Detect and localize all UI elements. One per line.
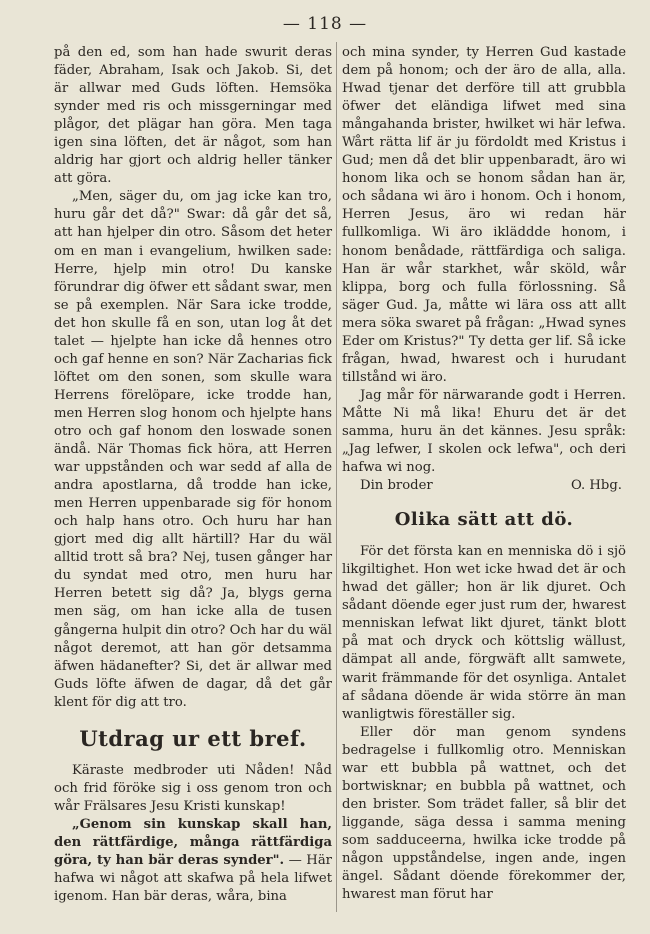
right-column	[342, 44, 626, 904]
paragraph: på den ed, som han hade swurit deras fäder, Abraham, Isak och Jakob. Si, det är allwar med Guds löften. Hemsöka synder med ris och missgerningar med plågor, det plägar han göra. Men taga igen sina löften, det är något, som han aldrig har gjort och aldrig heller tänker att göra.	[54, 45, 332, 187]
paragraph: Käraste medbroder uti Nåden! Nåd och frid föröke sig i oss genom tron och wår Frälsares Jesu Kristi kunskap!	[54, 762, 332, 814]
signature-greeting: Din broder	[360, 478, 433, 494]
paragraph: „Men, säger du, om jag icke kan tro, huru går det då?" Swar: då går det så, att han hjelper din otro. Såsom det heter om en man i evangelium, hwilken sade: Herre, hjelp min otro! Du kanske förundrar dig öfwer ett sådant swar, men se på exemplen. När Sara icke trodde, det hon skulle få en son, utan log åt det talet — hjelpte han icke då hennes otro och gaf henne en son? När Zacharias fick löftet om den sonen, som skulle wara Herrens förelöpare, icke trodde han, men Herren slog honom och hjelpte hans otro och gaf honom den loswade sonen ändå. När Thomas fick höra, att Herren war uppstånden och war sedd af alla de andra apostlarna, då trodde han icke, men Herren uppenbarade sig för honom och halp hans otro. Och huru har han gjort med dig allt härtill? Har du wäl alltid trott så bra? Nej, tusen gånger har du syndat med otro, men huru har Herren betett sig då? Ja, blygs gerna men säg, om han icke alla de tusen gångerna hulpit din otro? Och har du wäl något deremot, att han gör detsamma äfwen hädanefter? Si, det är allwar med Guds löfte äfwen de dagar, då det går klent för dig att tro.	[54, 189, 332, 710]
left-column	[54, 44, 332, 906]
paragraph-text: — Här hafwa wi något att skafwa på hela lifwet igenom. Han bär deras, wåra, bina	[54, 852, 332, 905]
signature-name: O. Hbg.	[571, 478, 622, 494]
paragraph: Eller dör man genom syndens bedragelse i fullkomlig otro. Menniskan war ett bubbla på wattnet, och det bortwisknar; en bubbla på wattnet, och den brister. Som trädet faller, så blir det liggande, säga dessa i samma mening som sadduceerna, hwilka icke trodde på någon uppståndelse, ingen ande, ingen ängel. Sådant döende förekommer der, hwarest man förut har	[342, 724, 626, 903]
paragraph: Jag mår för närwarande godt i Herren. Måtte Ni må lika! Ehuru det är det samma, huru än det kännes. Jesu språk: „Jag lefwer, I skolen ock lefwa", och deri hafwa wi nog.	[342, 387, 626, 476]
signature-line	[342, 477, 626, 495]
bold-quote: „Genom sin kunskap skall han, den rättfärdige, många rättfärdiga göra, ty han bär deras synder".	[54, 816, 332, 868]
column-divider	[336, 42, 337, 912]
paragraph: och mina synder, ty Herren Gud kastade dem på honom; och der äro de alla, alla. Hwad tjenar det derföre till att grubbla öfwer det eländiga lifwet med sina mångahanda brister, hwilket wi här lefwa. Wårt rätta lif är ju fördoldt med Kristus i Gud; men då det blir uppenbaradt, äro wi honom lika och se honom sådan han är, och sådana wi äro i honom. Och i honom, Herren Jesus, äro wi redan här fullkomliga. Wi äro ikläddde honom, i honom benådade, rättfärdiga och saliga. Han är wår starkhet, wår sköld, wår klippa, borg och fulla förlossning. Så säger Gud. Ja, måtte wi lära oss att allt mera söka swaret på frågan: „Hwad synes Eder om Kristus?" Ty detta ger lif. Så icke frågan, hwad, hwarest och i hurudant tillstånd wi äro.	[342, 45, 626, 385]
page-number: — 118 —	[282, 14, 368, 34]
paragraph	[54, 816, 332, 906]
paragraph: För det första kan en menniska dö i sjö likgiltighet. Hon wet icke hwad det är och hwad det gäller; hon är lik djuret. Och sådant döende eger just rum der, hwarest menniskan lefwat likt djuret, tänkt blott på mat och dryck och köttslig wällust, dämpat all ande, förgwäft allt samwete, warit främmande för det osynliga. Antalet af sådana döende är wida större än man wanligtwis föreställer sig.	[342, 544, 626, 722]
article-heading: Utdrag ur ett bref.	[79, 725, 307, 751]
article-heading: Olika sätt att dö.	[394, 509, 574, 531]
